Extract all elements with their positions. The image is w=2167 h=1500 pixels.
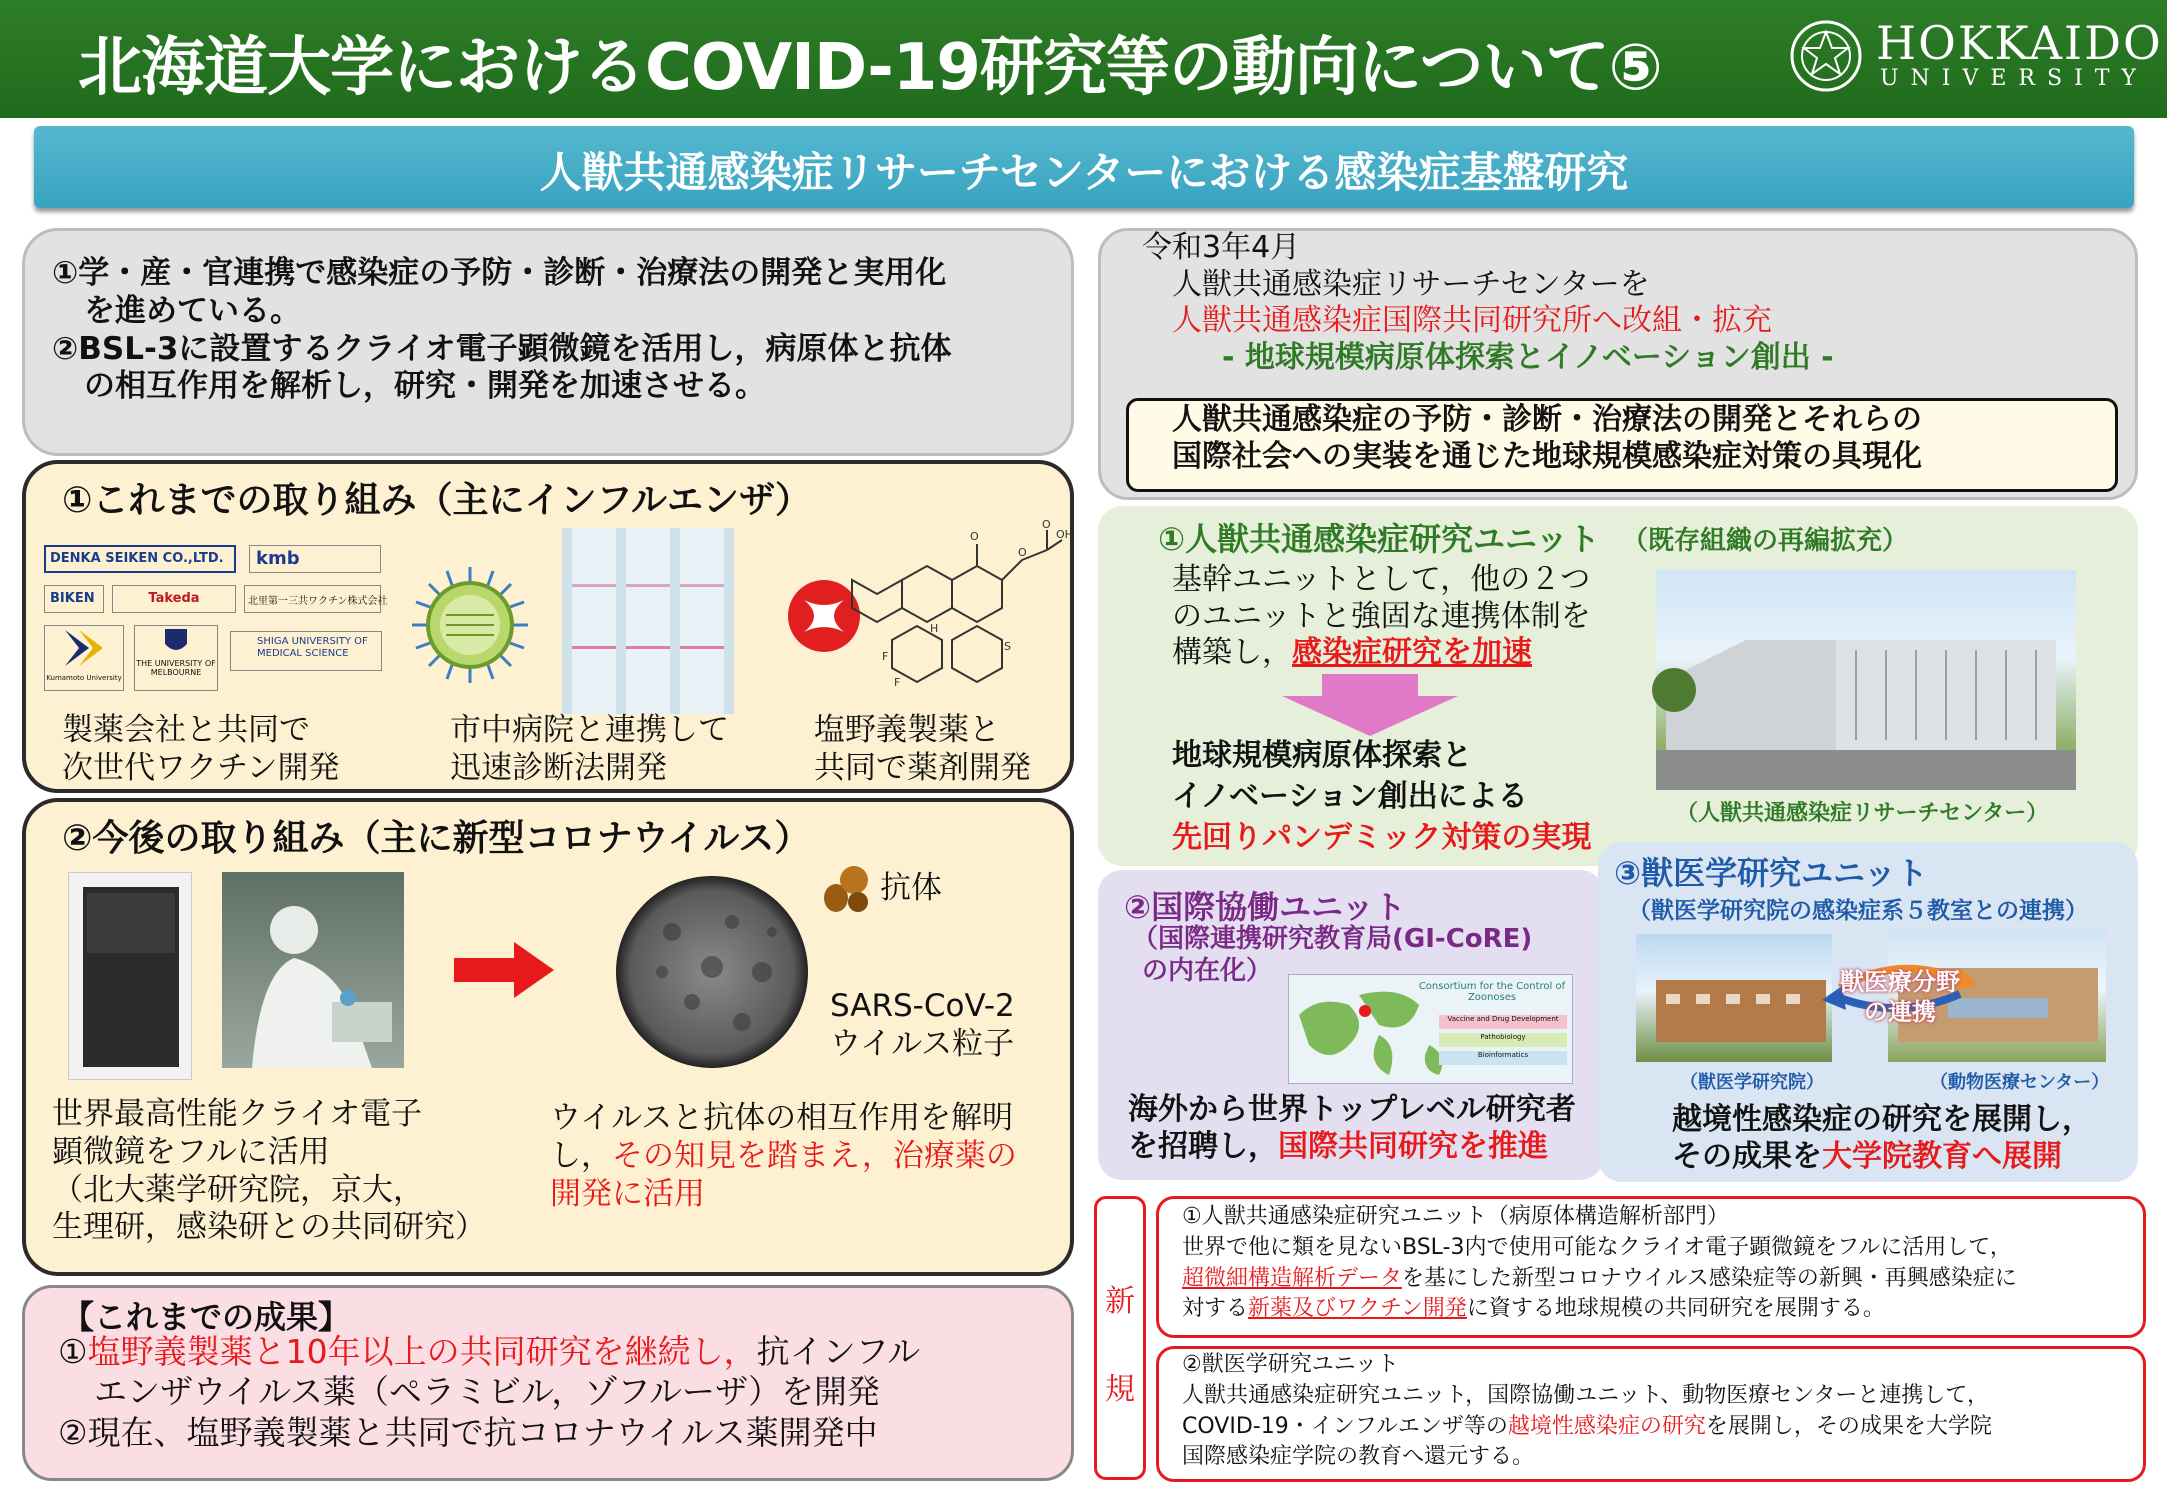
past-caption-2 <box>450 712 729 788</box>
vet-school-photo <box>1636 934 1832 1062</box>
map-consortium-label: Consortium for the Control of Zoonoses <box>1418 981 1566 1003</box>
new-box-2-line-2b: 越境性感染症の研究 <box>1507 1413 1706 1439</box>
results-line-1a: ① <box>58 1332 88 1371</box>
reorg-date: 令和3年4月 <box>1142 230 1301 265</box>
page-title: 北海道大学におけるCOVID-19研究等の動向について⑤ <box>78 31 1662 105</box>
unit2-bold-text <box>1128 1092 1576 1165</box>
past-caption-3 <box>814 712 1031 788</box>
virus-label-2: ウイルス粒子 <box>830 1025 1015 1062</box>
new-box-1-line-3 <box>1182 1294 2017 1325</box>
summary-line-4: の相互作用を解析し，研究・開発を加速させる。 <box>84 368 766 405</box>
logo-biken: BIKEN <box>44 585 104 613</box>
new-label-box <box>1094 1196 1146 1480</box>
svg-text:OH: OH <box>1056 528 1073 541</box>
unit3-bold-2a: その成果を <box>1672 1138 1822 1174</box>
logo-shiga: SHIGA UNIVERSITY OF MEDICAL SCIENCE <box>230 631 382 671</box>
unit2-bold-2 <box>1128 1129 1576 1166</box>
new-box-1-line-2 <box>1182 1264 2017 1295</box>
research-center-photo <box>1656 570 2076 790</box>
svg-text:H: H <box>930 622 939 635</box>
right-arrow-icon <box>454 942 554 998</box>
unit1-bold-1: 地球規模病原体探索と <box>1172 738 1472 773</box>
unit1-line-2: のユニットと強固な連携体制を <box>1172 598 1591 634</box>
new-box-1-title: ①人獣共通感染症研究ユニット（病原体構造解析部門） <box>1182 1204 1729 1229</box>
svg-text:O: O <box>1042 518 1051 531</box>
collaboration-overlay-1: 獣医療分野 <box>1840 968 1960 996</box>
logo-takeda: Takeda <box>112 585 236 613</box>
unit2-bold-2b: 国際共同研究を推進 <box>1278 1128 1548 1164</box>
unit1-line-1: 基幹ユニットとして，他の２つ <box>1172 562 1591 597</box>
results-text <box>58 1332 920 1453</box>
future-left-2: 顕微鏡をフルに活用 <box>52 1133 330 1170</box>
unit3-subtitle: （獣医学研究院の感染症系５教室との連携） <box>1628 898 2088 924</box>
partner-logos <box>44 545 388 695</box>
rapid-test-strips <box>562 528 734 714</box>
sars-cov-2-particle-image <box>612 872 812 1072</box>
results-line-2: エンザウイルス薬（ペラミビル，ゾフルーザ）を開発 <box>94 1372 881 1412</box>
logo-melbourne-text: THE UNIVERSITY OF MELBOURNE <box>136 659 216 677</box>
past-caption-1b: 次世代ワクチン開発 <box>62 749 340 786</box>
unit2-bold-1: 海外から世界トップレベル研究者 <box>1128 1092 1576 1127</box>
new-box-1-line-3a: 対する <box>1182 1296 1249 1322</box>
new-box-1-line-3c: に資する地球規模の共同研究を展開する。 <box>1466 1296 1885 1322</box>
influenza-virus-icon <box>410 565 530 685</box>
vet-school-caption: （獣医学研究院） <box>1680 1072 1824 1093</box>
animal-hospital-caption: （動物医療センター） <box>1930 1072 2110 1093</box>
unit1-title: ①人獣共通感染症研究ユニット <box>1158 520 1600 558</box>
future-left-3: （北大薬学研究院，京大， <box>52 1171 424 1208</box>
new-box-2-line-2c: を展開し，その成果を大学院 <box>1705 1413 1992 1439</box>
drug-molecule-diagram <box>782 518 1073 690</box>
future-right-1: ウイルスと抗体の相互作用を解明 <box>550 1100 1014 1136</box>
future-right-text <box>550 1100 1017 1213</box>
logo-university: UNIVERSITY <box>1880 66 2148 91</box>
unit3-bold-2b: 大学院教育へ展開 <box>1822 1138 2062 1174</box>
future-left-1: 世界最高性能クライオ電子 <box>52 1096 423 1132</box>
new-box-2-line-3: 国際感染症学院の教育へ還元する。 <box>1182 1444 1535 1470</box>
unit3-bold-2 <box>1672 1139 2092 1176</box>
world-map-image <box>1288 974 1573 1084</box>
unit2-title: ②国際協働ユニット <box>1124 888 1406 926</box>
summary-line-2: を進めている。 <box>84 292 301 329</box>
unit1-bold-3: 先回りパンデミック対策の実現 <box>1172 819 1592 855</box>
future-left-text <box>52 1096 486 1247</box>
unit1-subtitle: （既存組織の再編拡充） <box>1622 526 1909 556</box>
antibody-label: 抗体 <box>880 870 942 906</box>
svg-text:O: O <box>1018 546 1027 559</box>
reorg-goal-1: 人獣共通感染症の予防・診断・治療法の開発とそれらの <box>1172 402 1922 437</box>
unit1-line-3 <box>1172 635 1591 672</box>
unit1-bold-text <box>1172 736 1591 858</box>
new-box-2-line-2a: COVID-19・インフルエンザ等の <box>1182 1413 1508 1439</box>
future-title: ②今後の取り組み（主に新型コロナウイルス） <box>62 818 811 859</box>
past-caption-2b: 迅速診断法開発 <box>450 749 667 786</box>
unit2-sub-2: の内在化） <box>1142 955 1273 986</box>
past-caption-1 <box>62 712 339 788</box>
past-caption-2a: 市中病院と連携して <box>450 712 729 748</box>
past-caption-1a: 製薬会社と共同で <box>62 712 310 748</box>
future-right-2b: その知見を踏まえ，治療薬の <box>612 1137 1017 1174</box>
svg-text:F: F <box>882 650 889 663</box>
reorg-goal-text <box>1172 402 1922 475</box>
cryo-em-microscope-image <box>68 872 192 1080</box>
reorg-line-1: 人獣共通感染症リサーチセンターを <box>1172 266 1650 302</box>
logo-denka: DENKA SEIKEN CO.,LTD. <box>44 545 236 573</box>
logo-kmb: kmb <box>249 545 381 573</box>
reorg-text <box>1142 230 1834 376</box>
unit2-bold-2a: を招聘し， <box>1128 1128 1278 1164</box>
svg-text:F: F <box>894 676 901 689</box>
virus-label-1: SARS-CoV-2 <box>830 988 1015 1024</box>
summary-text <box>52 255 952 406</box>
summary-line-1: ①学・産・官連携で感染症の予防・診断・治療法の開発と実用化 <box>52 255 947 291</box>
new-box-1-text <box>1182 1202 2017 1325</box>
lab-researcher-photo <box>222 872 404 1068</box>
down-arrow-icon <box>1282 674 1458 736</box>
new-box-1-line-2a: 超微細構造解析データ <box>1182 1265 1403 1291</box>
reorg-line-2: 人獣共通感染症国際共同研究所へ改組・拡充 <box>1172 303 1772 339</box>
past-title: ①これまでの取り組み（主にインフルエンザ） <box>62 480 812 521</box>
antibody-icon <box>822 862 870 918</box>
unit3-bold-text <box>1672 1102 2092 1175</box>
past-caption-3b: 共同で薬剤開発 <box>814 749 1031 786</box>
future-right-3: 開発に活用 <box>550 1175 705 1212</box>
new-box-1-line-2b: を基にした新型コロナウイルス感染症等の新興・再興感染症に <box>1402 1265 2017 1291</box>
banner-title: 人獣共通感染症リサーチセンターにおける感染症基盤研究 <box>539 148 1629 197</box>
unit1-bold-2: イノベーション創出による <box>1172 778 1528 814</box>
results-line-1 <box>58 1332 920 1372</box>
logo-kitasato: 北里第一三共ワクチン株式会社 <box>244 585 381 613</box>
reorg-goal-2: 国際社会への実装を通じた地球規模感染症対策の具現化 <box>1172 438 1922 474</box>
logo-kumamoto-text: Kumamoto University <box>46 674 122 682</box>
svg-text:S: S <box>1004 640 1011 653</box>
new-box-1-line-1: 世界で他に類を見ないBSL-3内で使用可能なクライオ電子顕微鏡をフルに活用して， <box>1182 1234 2012 1260</box>
results-line-3: ②現在、塩野義製薬と共同で抗コロナウイルス薬開発中 <box>58 1412 878 1452</box>
new-box-2-text <box>1182 1350 1992 1473</box>
unit2-sub-1: （国際連携研究教育局(GI-CoRE) <box>1132 924 1533 954</box>
unit1-text <box>1172 562 1591 672</box>
reorg-line-3: - 地球規模病原体探索とイノベーション創出 - <box>1222 339 1834 375</box>
collaboration-overlay-2: の連携 <box>1864 998 1936 1026</box>
research-center-caption: （人獣共通感染症リサーチセンター） <box>1676 801 2049 826</box>
logo-melbourne <box>134 625 218 691</box>
unit1-line-3b: 感染症研究を加速 <box>1292 635 1532 671</box>
new-label-1: 新 <box>1105 1284 1135 1319</box>
unit3-title: ③獣医学研究ユニット <box>1614 854 1928 892</box>
future-right-2a: し， <box>550 1137 612 1174</box>
future-right-2 <box>550 1138 1017 1176</box>
results-line-1b: 塩野義製薬と10年以上の共同研究を継続し， <box>87 1332 757 1371</box>
logo-hokkaido: HOKKAIDO <box>1876 16 2163 70</box>
map-item-2: Pathobiology <box>1439 1033 1567 1047</box>
results-title: 【これまでの成果】 <box>62 1298 351 1336</box>
unit1-line-3a: 構築し， <box>1172 635 1292 671</box>
virus-label <box>830 988 1015 1064</box>
university-seal-icon <box>1788 18 1864 94</box>
unit3-bold-1: 越境性感染症の研究を展開し， <box>1672 1102 2092 1137</box>
summary-line-3: ②BSL-3に設置するクライオ電子顕微鏡を活用し，病原体と抗体 <box>52 330 952 367</box>
svg-text:O: O <box>970 530 979 543</box>
map-item-3: Bioinformatics <box>1439 1051 1567 1065</box>
future-left-4: 生理研，感染研との共同研究） <box>52 1209 486 1246</box>
new-box-2-line-2 <box>1182 1412 1992 1443</box>
new-box-2-line-1: 人獣共通感染症研究ユニット，国際協働ユニット、動物医療センターと連携して， <box>1182 1382 1989 1408</box>
new-box-2-title: ②獣医学研究ユニット <box>1182 1352 1399 1377</box>
past-caption-3a: 塩野義製薬と <box>814 712 1000 748</box>
new-label-2: 規 <box>1105 1372 1135 1407</box>
new-box-1-line-3b: 新薬及びワクチン開発 <box>1248 1296 1467 1322</box>
map-item-1: Vaccine and Drug Development <box>1439 1015 1567 1029</box>
logo-kumamoto <box>44 625 124 691</box>
results-line-1c: 抗インフル <box>756 1332 921 1371</box>
